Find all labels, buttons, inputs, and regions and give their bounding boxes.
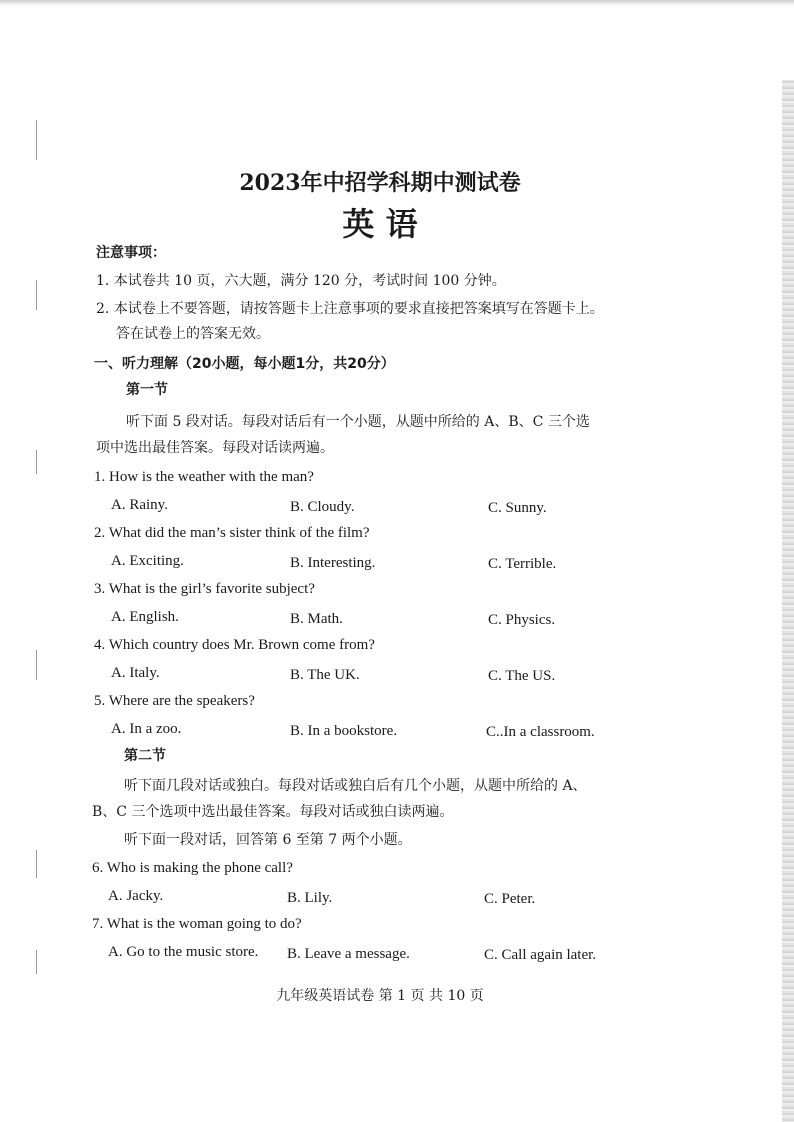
question-1: 1. How is the weather with the man? <box>94 469 314 485</box>
q4-option-a: A. Italy. <box>111 665 160 681</box>
q5-option-a: A. In a zoo. <box>111 721 182 737</box>
scan-top-edge <box>0 0 794 6</box>
part2-instruction-1: 听下面几段对话或独白。每段对话或独白后有几个小题，从题中所给的 A、 <box>124 778 587 794</box>
notice-item-1: 1. 本试卷共 10 页，六大题，满分 120 分，考试时间 100 分钟。 <box>96 273 506 289</box>
q7-option-a: A. Go to the music store. <box>108 944 259 960</box>
exam-title: 2023年中招学科期中测试卷 <box>239 170 521 196</box>
q6-option-c: C. Peter. <box>484 891 536 907</box>
q4-option-b: B. The UK. <box>290 667 360 683</box>
notice-item-2-cont: 答在试卷上的答案无效。 <box>116 326 270 342</box>
section-listening-title: 一、听力理解（20小题，每小题1分，共20分） <box>94 356 395 372</box>
part1-instruction-1: 听下面 5 段对话。每段对话后有一个小题，从题中所给的 A、B、C 三个选 <box>126 414 590 430</box>
page-footer: 九年级英语试卷 第 1 页 共 10 页 <box>276 988 484 1004</box>
q2-option-a: A. Exciting. <box>111 553 184 569</box>
q2-option-c: C. Terrible. <box>488 556 557 572</box>
q7-option-b: B. Leave a message. <box>287 946 410 962</box>
exam-subject: 英 语 <box>342 205 418 243</box>
part1-title: 第一节 <box>126 382 168 398</box>
part2-title: 第二节 <box>124 748 166 764</box>
question-2: 2. What did the man’s sister think of the film? <box>94 525 370 541</box>
q1-option-c: C. Sunny. <box>488 500 547 516</box>
q5-option-b: B. In a bookstore. <box>290 723 398 739</box>
question-3: 3. What is the girl’s favorite subject? <box>94 581 315 597</box>
question-6: 6. Who is making the phone call? <box>92 860 293 876</box>
notice-item-2: 2. 本试卷上不要答题，请按答题卡上注意事项的要求直接把答案填写在答题卡上。 <box>96 301 604 317</box>
q6-option-b: B. Lily. <box>287 890 333 906</box>
q1-option-b: B. Cloudy. <box>290 499 355 515</box>
q4-option-c: C. The US. <box>488 668 556 684</box>
q3-option-b: B. Math. <box>290 611 343 627</box>
part2-instruction-2: B、C 三个选项中选出最佳答案。每段对话或独白读两遍。 <box>92 804 454 820</box>
q6-option-a: A. Jacky. <box>108 888 164 904</box>
notice-heading: 注意事项： <box>96 245 166 261</box>
scan-right-edge <box>782 80 794 1122</box>
question-5: 5. Where are the speakers? <box>94 693 255 709</box>
q3-option-a: A. English. <box>111 609 179 625</box>
q5-option-c: C..In a classroom. <box>486 724 595 740</box>
question-4: 4. Which country does Mr. Brown come from? <box>94 637 375 653</box>
question-7: 7. What is the woman going to do? <box>92 916 302 932</box>
part2-sub-instruction: 听下面一段对话，回答第 6 至第 7 两个小题。 <box>124 832 412 848</box>
part1-instruction-2: 项中选出最佳答案。每段对话读两遍。 <box>96 440 334 456</box>
q7-option-c: C. Call again later. <box>484 947 597 963</box>
q1-option-a: A. Rainy. <box>111 497 168 513</box>
q3-option-c: C. Physics. <box>488 612 556 628</box>
q2-option-b: B. Interesting. <box>290 555 376 571</box>
